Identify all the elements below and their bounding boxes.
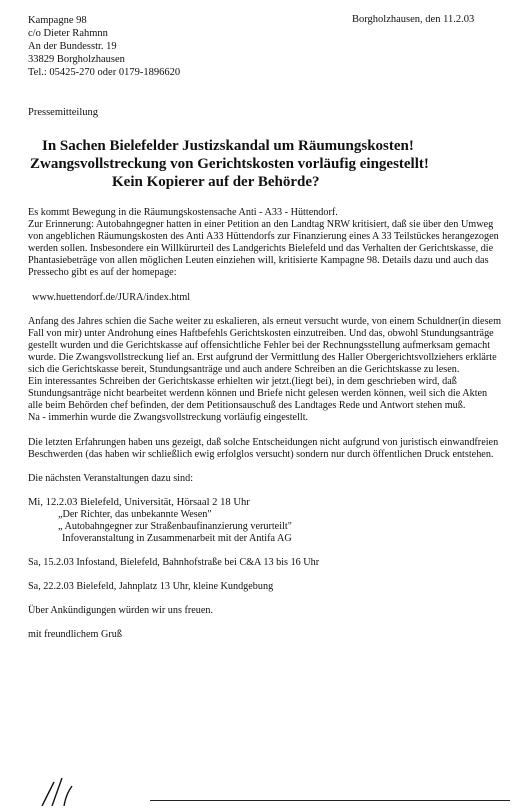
escalation-paragraph: Anfang des Jahres schien die Sache weiter zu eskalieren, als erneut versucht wurde, von einem Schuldner(in diesem Fall von mir) unter Androhung eines Haftbefehls Gerichtskosten einzutreiben. Und das, obwohl Stundungsanträge gestellt wurden und die Gerichtskasse auf offensichtliche Fehler bei der Rechnungsstellung aufmerksam gemacht wurde. Die Zwangsvollstreckung lief an. Erst aufgrund der Vermittlung des Haller Obergerichtsvollziehers erklärte sich die Gerichtskasse bereit, Stundungsanträge und auch andere Schreiben an die Gerichtskasse zu lesen.	[28, 315, 501, 376]
sender-city: 33829 Borgholzhausen	[28, 54, 125, 65]
events-intro: Die nächsten Veranstaltungen dazu sind:	[28, 472, 194, 484]
headline-line-1: In Sachen Bielefelder Justizskandal um Räumungskosten!	[42, 138, 414, 154]
headline-line-2: Zwangsvollstreckung von Gerichtskosten vorläufig eingestellt!	[30, 156, 429, 172]
event-1-title-2: „ Autobahngegner zur Straßenbaufinanzierung verurteilt"	[58, 520, 292, 532]
background-paragraph: Zur Erinnerung: Autobahngegner hatten in einer Petition an den Landtag NRW kritisiert, daß sie über den Umweg von angeblichen Räumungskosten des Anti A33 Hüttendorfs zur Finanzierung eines A 33 Teilstückes herangezogen werden sollen. Insbesondere ein Willkürurteil des Landgerichts Bielefeld und das Verhalten der Gerichtskasse, die Phantasiebeträge von allen möglichen Leuten einziehen will, kritisierte Kampagne 98. Details dazu und auch das Pressecho gibt es auf der homepage:	[28, 219, 499, 279]
sender-name: Kampagne 98	[28, 15, 87, 26]
announcement-request: Über Ankündigungen würden wir uns freuen.	[28, 605, 214, 617]
sender-phone: Tel.: 05425-270 oder 0179-1896620	[28, 67, 181, 78]
headline-block	[28, 137, 508, 191]
sender-care-of: c/o Dieter Rahmnn	[28, 28, 108, 39]
event-2: Sa, 15.2.03 Infostand, Bielefeld, Bahnhofstraße bei C&A 13 bis 16 Uhr	[28, 557, 320, 569]
handwritten-signature	[38, 776, 98, 806]
sender-address-block	[28, 14, 180, 79]
event-1-title-1: „Der Richter, das unbekannte Wesen"	[58, 508, 212, 520]
intro-paragraph: Es kommt Bewegung in die Räumungskostensache Anti - A33 - Hüttendorf.	[28, 207, 338, 218]
body-text	[28, 207, 502, 642]
suspension-paragraph: Na - immerhin wurde die Zwangsvollstreckung vorläufig eingestellt.	[28, 412, 309, 424]
closing-greeting: mit freundlichem Gruß	[28, 629, 122, 641]
event-1-description: Infoveranstaltung in Zusammenarbeit mit der Antifa AG	[62, 533, 292, 545]
event-1: Mi, 12.2.03 Bielefeld, Universität, Hörsaal 2 18 Uhr	[28, 496, 250, 508]
sender-street: An der Bundesstr. 19	[28, 41, 117, 52]
experience-paragraph: Die letzten Erfahrungen haben uns gezeigt, daß solche Entscheidungen nicht aufgrund von juristisch einwandfreien Beschwerden (das haben wir schließlich ewig erfolglos versucht) sondern nur durch öffentlichen Druck entstehen.	[28, 436, 499, 460]
document-type-label: Pressemitteilung	[28, 107, 98, 118]
headline-line-3: Kein Kopierer auf der Behörde?	[112, 174, 320, 190]
place-and-date: Borgholzhausen, den 11.2.03	[352, 14, 475, 25]
event-3: Sa, 22.2.03 Bielefeld, Jahnplatz 13 Uhr, kleine Kundgebung	[28, 581, 274, 593]
signature-line	[150, 800, 510, 801]
homepage-url: www.huettendorf.de/JURA/index.html	[32, 291, 191, 303]
court-letter-paragraph: Ein interessantes Schreiben der Gerichtskasse erhielten wir jetzt.(liegt bei), in dem geschrieben wird, daß Stundungsanträge nicht bearbeitet werdenn können und Briefe nicht gelesen werden können, weil sich die Akten alle beim Behörden chef befinden, der dem Petitionsauschuß des Landtages Rede und Antwort stehen muß.	[28, 376, 488, 412]
